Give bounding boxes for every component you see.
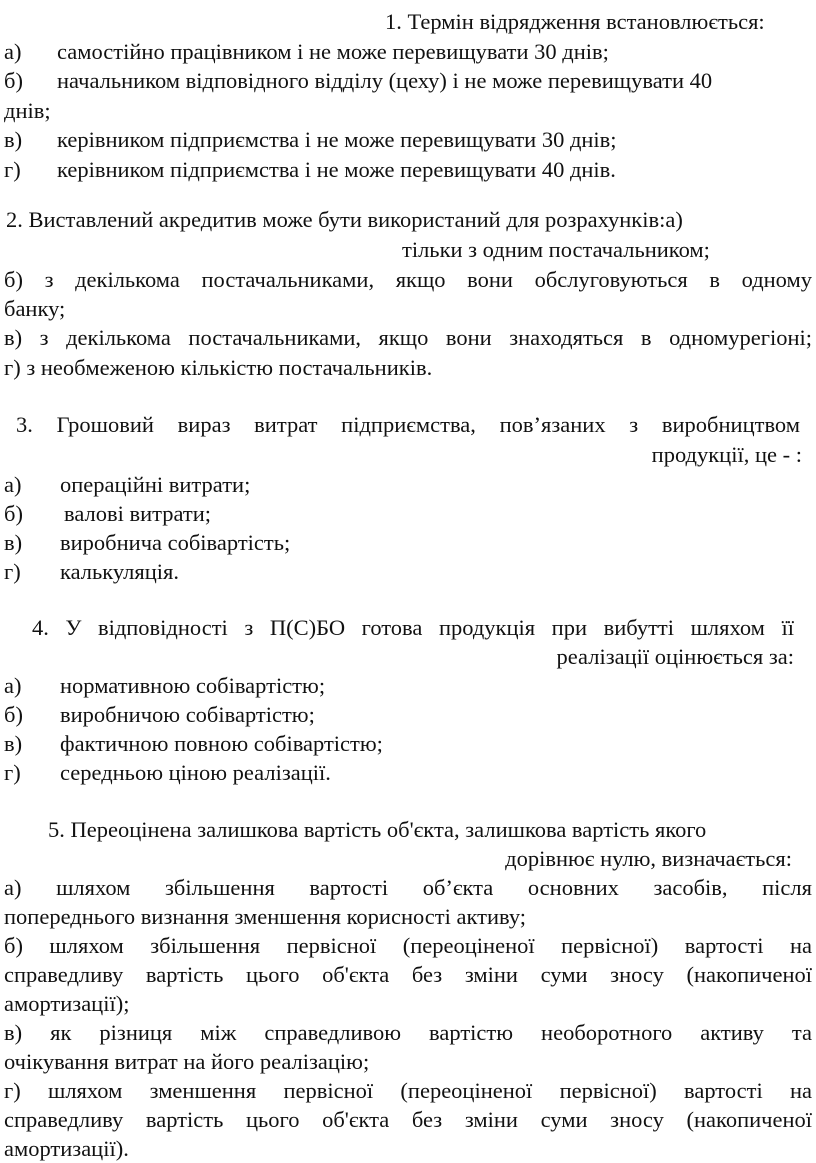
q1-option-b-cont: днів; (4, 98, 51, 123)
option-text: керівником підприємства і не може перевищувати 30 днів; (57, 127, 617, 152)
option-text: валові витрати; (64, 501, 212, 526)
q3-option-b (0, 500, 816, 528)
q5-option-d: г) шляхом зменшення первісної (переоціненої первісної) вартості на (4, 1078, 812, 1103)
option-text: середньою ціною реалізації. (60, 760, 331, 785)
option-label: в) (4, 530, 23, 555)
option-text: керівником підприємства і не може перевищувати 40 днів. (57, 157, 616, 182)
option-label: а) (4, 673, 22, 698)
q5-option-b-cont2: амортизації); (4, 991, 130, 1016)
question-3-title: 3. Грошовий вираз витрат підприємства, пов’язаних з виробництвом (16, 412, 800, 437)
q2-option-b-cont: банку; (4, 296, 66, 321)
q3-option-c (0, 529, 816, 557)
question-5-title: 5. Переоцінена залишкова вартість об'єкта, залишкова вартість якого (48, 817, 707, 842)
option-text: нормативною собівартістю; (60, 673, 326, 698)
q1-option-b (0, 67, 816, 95)
question-4-title-cont: реалізації оцінюється за: (556, 644, 794, 669)
option-label: б) (4, 702, 23, 727)
option-text: фактичною повною собівартістю; (60, 731, 383, 756)
q5-option-a: а) шляхом збільшення вартості об’єкта основних засобів, після (4, 875, 812, 900)
q3-option-d (0, 558, 816, 586)
option-text: виробнича собівартість; (60, 530, 291, 555)
option-label: а) (4, 39, 22, 64)
option-label: г) (4, 760, 21, 785)
q2-option-b: б) з декількома постачальниками, якщо вони обслуговуються в одному (4, 267, 812, 292)
option-text: самостійно працівником і не може перевищувати 30 днів; (57, 39, 609, 64)
q5-option-b: б) шляхом збільшення первісної (переоціненої первісної) вартості на (4, 933, 812, 958)
option-label: в) (4, 731, 23, 756)
question-5-title-cont: дорівнює нулю, визначається: (505, 846, 792, 871)
question-2-title: 2. Виставлений акредитив може бути використаний для розрахунків:а) (6, 207, 683, 232)
option-text: операційні витрати; (60, 472, 251, 497)
q2-option-d: г) з необмеженою кількістю постачальників. (4, 355, 433, 380)
q5-option-d-cont2: амортизації). (4, 1136, 129, 1161)
q4-option-b (0, 701, 816, 729)
q3-option-a (0, 471, 816, 499)
q4-option-c (0, 730, 816, 758)
option-label: б) (4, 501, 23, 526)
q4-option-a (0, 672, 816, 700)
q1-option-a (0, 38, 816, 66)
question-2-title-cont: тільки з одним постачальником; (402, 237, 710, 262)
question-1-title: 1. Термін відрядження встановлюється: (385, 9, 765, 34)
option-label: г) (4, 559, 21, 584)
q2-option-c: в) з декількома постачальниками, якщо вони знаходяться в одномурегіоні; (4, 325, 812, 350)
option-label: б) (4, 68, 23, 93)
option-label: в) (4, 127, 23, 152)
option-text: начальником відповідного відділу (цеху) і не може перевищувати 40 (57, 68, 713, 93)
q1-option-d (0, 156, 816, 184)
q5-option-d-cont: справедливу вартість цього об'єкта без зміни суми зносу (накопиченої (4, 1107, 812, 1132)
q5-option-c-cont: очікування витрат на його реалізацію; (4, 1049, 370, 1074)
q1-option-c (0, 126, 816, 154)
question-3-title-cont: продукції, це - : (651, 442, 802, 467)
option-label: а) (4, 472, 22, 497)
option-text: калькуляція. (60, 559, 179, 584)
q4-option-d (0, 759, 816, 787)
option-label: г) (4, 157, 21, 182)
q5-option-a-cont: попереднього визнання зменшення корисності активу; (4, 904, 527, 929)
q5-option-b-cont: справедливу вартість цього об'єкта без зміни суми зносу (накопиченої (4, 962, 812, 987)
question-4-title: 4. У відповідності з П(С)БО готова продукція при вибутті шляхом її (32, 615, 794, 640)
option-text: виробничою собівартістю; (60, 702, 315, 727)
q5-option-c: в) як різниця між справедливою вартістю необоротного активу та (4, 1020, 812, 1045)
